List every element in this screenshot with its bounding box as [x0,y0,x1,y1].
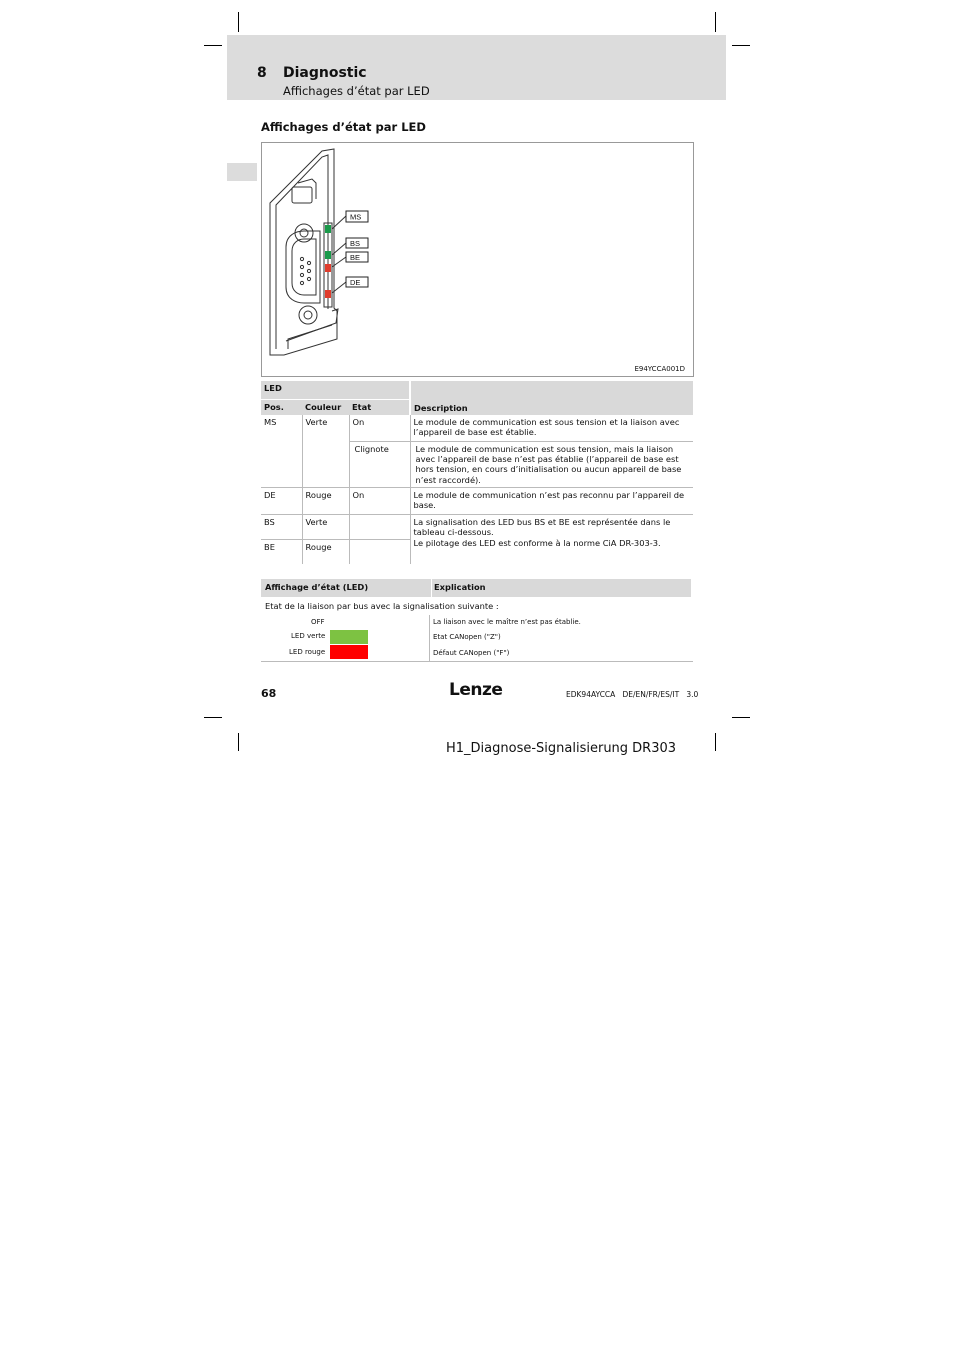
figure-code: E94YCCA001D [634,365,685,373]
led-green-swatch [330,630,368,644]
column-divider [429,615,430,661]
status-table [261,579,693,662]
table-row [261,487,693,514]
col-header-explanation: Explication [432,579,691,597]
cell-color: Rouge [302,539,349,564]
crop-mark [732,717,750,718]
section-title: Affichages d’état par LED [261,120,426,134]
col-header-state: Etat [349,399,410,415]
cell-color: Rouge [302,487,349,514]
label-ms: MS [350,212,362,222]
cell-description: Le module de communication est sous tension et la liaison avec l’appareil de base est établie. [410,415,693,441]
cell-state: Clignote [349,441,410,487]
cell-pos: MS [261,415,302,487]
document-reference: EDK94AYCCA DE/EN/FR/ES/IT 3.0 [566,690,699,699]
label-bs: BS [350,239,361,248]
side-tab-marker [227,163,257,181]
page-number: 68 [261,687,277,700]
cell-pos: DE [261,487,302,514]
chapter-number: 8 [257,65,267,81]
cell-pos: BE [261,539,302,564]
crop-mark [238,733,239,751]
crop-mark [204,45,222,46]
chapter-subtitle: Affichages d’état par LED [283,84,430,98]
led-bs-mark [325,251,331,259]
table-row [261,415,693,441]
cell-state: On [349,487,410,514]
led-de-mark [325,290,331,298]
led-group-header: LED [261,381,410,399]
cell-description-group [410,514,693,564]
crop-mark [204,717,222,718]
chapter-title: Diagnostic [283,65,367,81]
col-header-description: Description [410,381,693,415]
lenze-logo: Lenze [449,680,503,700]
col-header-color: Couleur [302,399,349,415]
cell-description: Le module de communication n’est pas reconnu par l’appareil de base. [410,487,693,514]
status-explanation-red: Défaut CANopen ("F") [433,649,510,657]
led-figure [261,142,694,377]
led-ms-mark [325,225,331,233]
status-label-green: LED verte [291,632,326,640]
label-be: BE [350,253,361,262]
cell-state: On [349,415,410,441]
cell-color: Verte [302,514,349,539]
status-intro: Etat de la liaison par bus avec la signalisation suivante : [265,601,499,611]
cell-description: Le module de communication est sous tension, mais la liaison avec l’appareil de base n’est pas établie (l’appareil de base est hors tension, en cours d’initialisation ou aucun appareil de base n’est raccordé). [410,441,693,487]
module-drawing [262,143,693,376]
cell-state [349,514,410,539]
led-be-mark [325,264,331,272]
status-explanation-green: Etat CANopen ("Z") [433,633,501,641]
led-table [261,381,693,564]
label-de: DE [350,278,361,287]
col-header-pos: Pos. [261,399,302,415]
cell-pos: BS [261,514,302,539]
cell-description: Le pilotage des LED est conforme à la norme CiA DR-303-3. [413,537,661,548]
cell-description: La signalisation des LED bus BS et BE est représentée dans le tableau ci-dessous. [413,516,671,538]
col-header-display: Affichage d’état (LED) [261,579,431,597]
status-explanation-off: La liaison avec le maître n’est pas établie. [433,618,581,626]
crop-mark [732,45,750,46]
cell-color: Verte [302,415,349,487]
led-red-swatch [330,645,368,659]
status-label-red: LED rouge [289,648,326,656]
status-label-off: OFF [311,618,325,626]
crop-mark [238,12,239,32]
cell-state [349,539,410,564]
crop-mark [715,12,716,32]
crop-mark [715,733,716,751]
image-caption: H1_Diagnose-Signalisierung DR303 [446,741,677,756]
table-row [261,514,693,539]
